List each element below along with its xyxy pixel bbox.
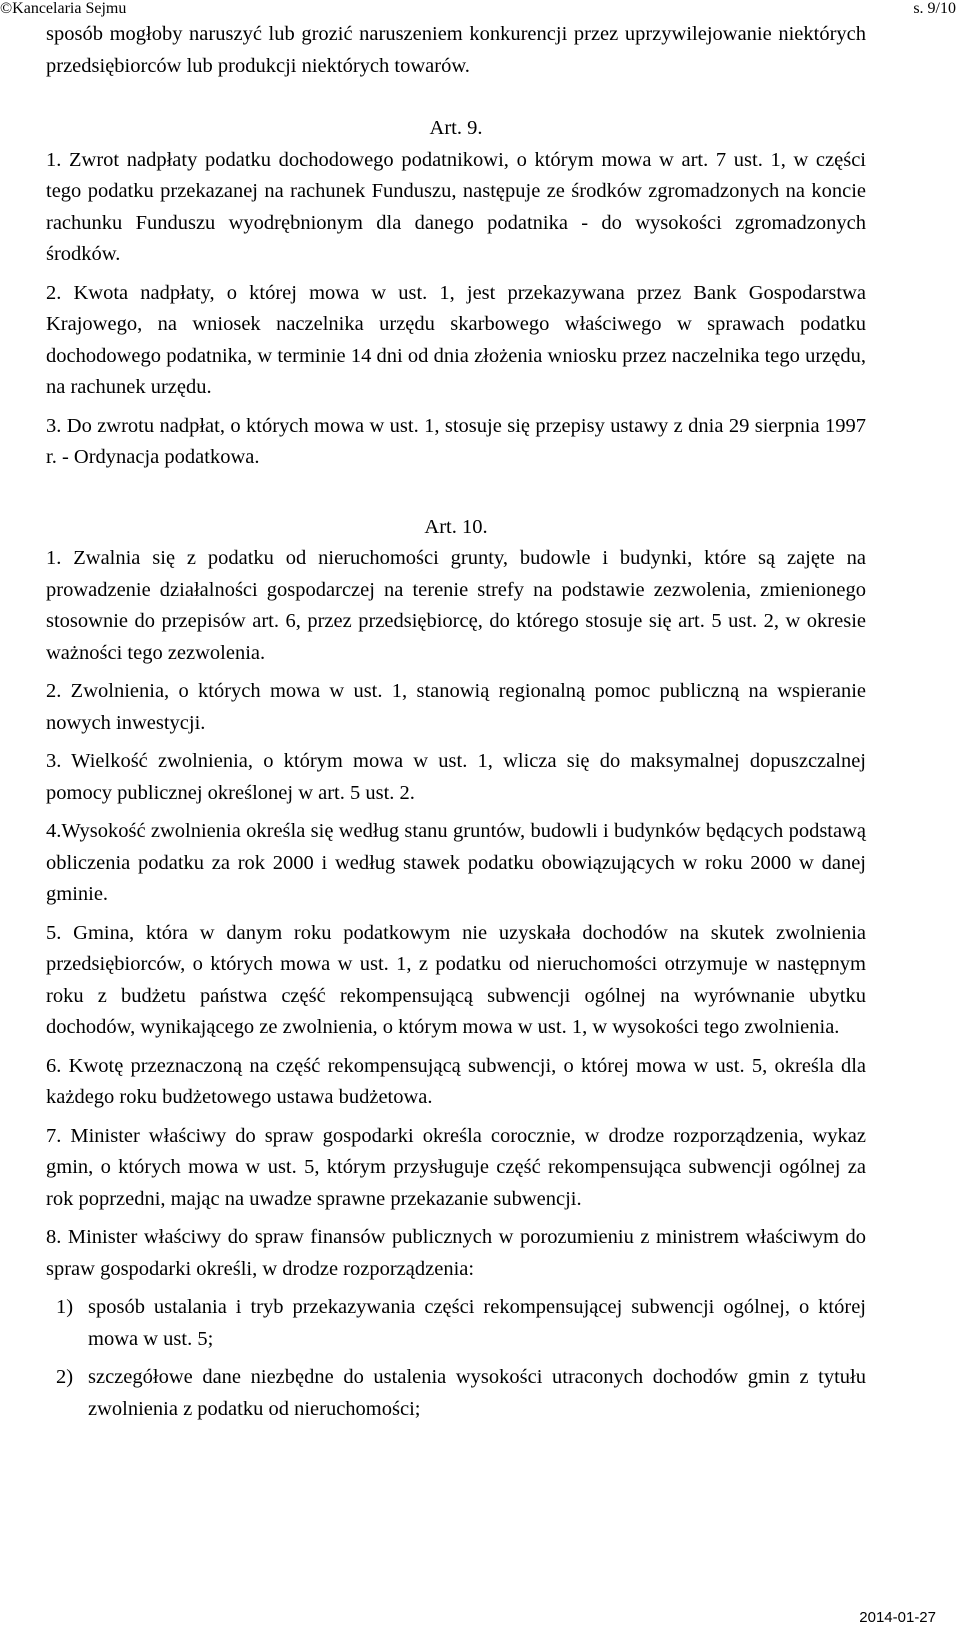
- art-10-ust-8-point-2: [46, 1362, 866, 1425]
- copyright-label: ©Kancelaria Sejmu: [0, 0, 127, 17]
- point-text: sposób ustalania i tryb przekazywania części rekompensującej subwencji ogólnej, o której mowa w ust. 5;: [88, 1296, 866, 1350]
- art-10-ust-5: 5. Gmina, która w danym roku podatkowym nie uzyskała dochodów na skutek zwolnienia przedsiębiorców, o których mowa w ust. 1, z podatku od nieruchomości otrzymuje w następnym roku z budżetu państwa część rekompensującą subwencji ogólnej na wyrównanie ubytku dochodów, wynikającego ze zwolnienia, o którym mowa w ust. 1, w wysokości tego zwolnienia.: [46, 921, 866, 1038]
- point-label: 1): [56, 1296, 74, 1318]
- art-10-ust-8: 8. Minister właściwy do spraw finansów publicznych w porozumieniu z ministrem właściwym do spraw gospodarki określi, w drodze rozporządzenia:: [46, 1226, 866, 1280]
- document-body: [46, 19, 866, 1425]
- point-text: szczegółowe dane niezbędne do ustalenia wysokości utraconych dochodów gmin z tytułu zwolnienia z podatku od nieruchomości;: [88, 1366, 866, 1420]
- art-10-ust-8-point-1: [46, 1292, 866, 1355]
- art-10-ust-6: 6. Kwotę przeznaczoną na część rekompensującą subwencji, o której mowa w ust. 5, określa dla każdego roku budżetowego ustawa budżetowa.: [46, 1054, 866, 1108]
- art-9-ust-2: 2. Kwota nadpłaty, o której mowa w ust. 1, jest przekazywana przez Bank Gospodarstwa Krajowego, na wniosek naczelnika urzędu skarbowego właściwego w sprawach podatku dochodowego podatnika, w terminie 14 dni od dnia złożenia wniosku przez naczelnika tego urzędu, na rachunek urzędu.: [46, 281, 866, 398]
- art-10-ust-2: 2. Zwolnienia, o których mowa w ust. 1, stanowią regionalną pomoc publiczną na wspieranie nowych inwestycji.: [46, 680, 866, 734]
- art-9-ust-3: 3. Do zwrotu nadpłat, o których mowa w ust. 1, stosuje się przepisy ustawy z dnia 29 sierpnia 1997 r. - Ordynacja podatkowa.: [46, 414, 866, 468]
- art-9-title: Art. 9.: [429, 117, 483, 139]
- art-9-ust-1: 1. Zwrot nadpłaty podatku dochodowego podatnikowi, o którym mowa w art. 7 ust. 1, w części tego podatku przekazanej na rachunek Funduszu, następuje ze środków zgromadzonych na koncie rachunku Funduszu wyodrębnionym dla danego podatnika - do wysokości zgromadzonych środków.: [46, 148, 866, 265]
- art-10-ust-3: 3. Wielkość zwolnienia, o którym mowa w ust. 1, wlicza się do maksymalnej dopuszczalnej pomocy publicznej określonej w art. 5 ust. 2.: [46, 750, 866, 804]
- art-10-ust-7: 7. Minister właściwy do spraw gospodarki określa corocznie, w drodze rozporządzenia, wykaz gmin, o których mowa w ust. 5, którym przysługuje część rekompensująca subwencji ogólnej za rok poprzedni, mając na uwadze sprawne przekazanie subwencji.: [46, 1124, 866, 1210]
- document-date: 2014-01-27: [859, 1609, 936, 1626]
- art-10-ust-1: 1. Zwalnia się z podatku od nieruchomości grunty, budowle i budynki, które są zajęte na prowadzenie działalności gospodarczej na terenie strefy na podstawie zezwolenia, zmienionego stosownie do przepisów art. 6, przez przedsiębiorcę, do którego stosuje się art. 5 ust. 2, w okresie ważności tego zezwolenia.: [46, 547, 866, 664]
- point-label: 2): [56, 1366, 74, 1388]
- art-10-ust-4: 4.Wysokość zwolnienia określa się według stanu gruntów, budowli i budynków będących podstawą obliczenia podatku za rok 2000 i według stawek podatku obowiązujących w roku 2000 w danej gminie.: [46, 820, 866, 905]
- intro-paragraph: sposób mogłoby naruszyć lub grozić naruszeniem konkurencji przez uprzywilejowanie niektórych przedsiębiorców lub produkcji niektórych towarów.: [46, 23, 866, 77]
- art-10-title: Art. 10.: [424, 515, 488, 538]
- page-number: s. 9/10: [913, 0, 956, 17]
